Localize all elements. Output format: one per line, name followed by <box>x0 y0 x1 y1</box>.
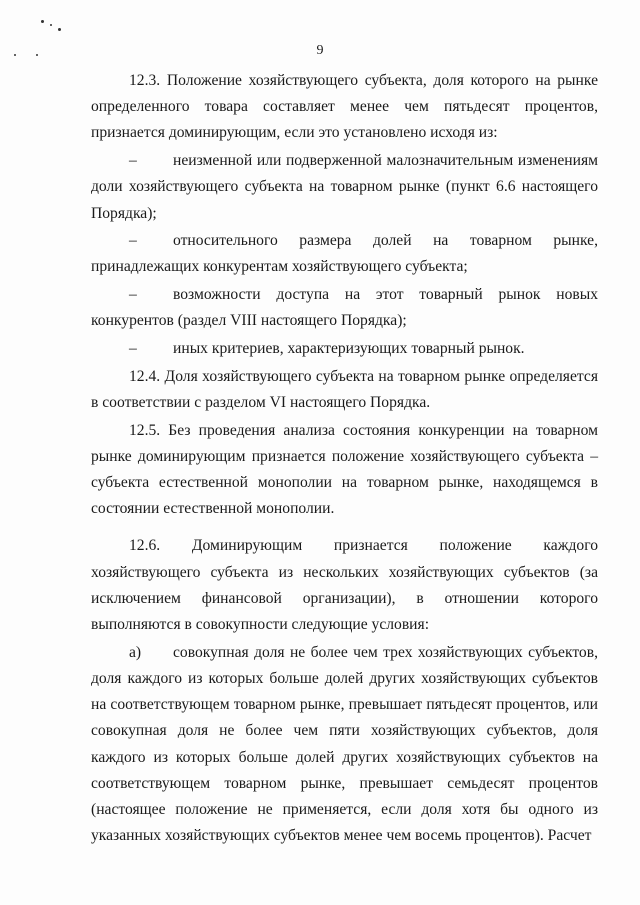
scan-speck <box>41 20 44 23</box>
paragraph-12-5: 12.5. Без проведения анализа состояния конкуренции на товарном рынке доминирующим признается положение хозяйствующего субъекта – субъекта естественной монополии на товарном рынке, находящемся в состоянии естественной монополии. <box>91 421 598 518</box>
list-item-dash-2 <box>91 228 598 280</box>
paragraph-12-6: 12.6. Доминирующим признается положение каждого хозяйствующего субъекта из нескольких хозяйствующих субъектов (за исключением финансовой организации), в отношении которого выполняются в совокупности следующие условия: <box>91 537 598 634</box>
list-item-text: иных критериев, характеризующих товарный рынок. <box>173 340 525 358</box>
scan-speck <box>50 24 52 26</box>
page-number: 9 <box>316 43 324 58</box>
list-item-text: возможности доступа на этот товарный рынок новых конкурентов (раздел VIII настоящего Порядка); <box>91 286 598 330</box>
list-item-dash-4 <box>91 336 598 362</box>
list-item-dash-3 <box>91 282 598 334</box>
dash-marker: – <box>129 232 137 250</box>
scan-speck <box>58 28 61 31</box>
list-item-text: неизменной или подверженной малозначительным изменениям доли хозяйствующего субъекта на товарном рынке (пункт 6.6 настоящего Порядка); <box>91 152 598 222</box>
list-item-text: относительного размера долей на товарном рынке, принадлежащих конкурентам хозяйствующего субъекта; <box>91 232 598 276</box>
dash-marker: – <box>129 340 137 358</box>
subitem-a <box>91 640 598 850</box>
document-body <box>91 68 598 849</box>
subitem-marker: а) <box>129 643 142 661</box>
paragraph-12-3: 12.3. Положение хозяйствующего субъекта, доля которого на рынке определенного товара составляет менее чем пятьдесят процентов, признается доминирующим, если это установлено исходя из: <box>91 72 598 142</box>
dash-marker: – <box>129 286 137 304</box>
dash-marker: – <box>129 152 137 170</box>
list-item-dash-1 <box>91 148 598 227</box>
subitem-text: совокупная доля не более чем трех хозяйствующих субъектов, доля каждого из которых больше долей других хозяйствующих субъектов на соответствующем товарном рынке, превышает пятьдесят процентов, или совокупная доля не более чем пяти хозяйствующих субъектов, доля каждого из которых больше долей других хозяйствующих субъектов на соответствующем товарном рынке, превышает семьдесят процентов (настоящее положение не применяется, если доля хотя бы одного из указанных хозяйствующих субъектов менее чем восемь процентов). Расчет <box>91 643 598 845</box>
paragraph-12-4: 12.4. Доля хозяйствующего субъекта на товарном рынке определяется в соответствии с разделом VI настоящего Порядка. <box>91 367 598 411</box>
